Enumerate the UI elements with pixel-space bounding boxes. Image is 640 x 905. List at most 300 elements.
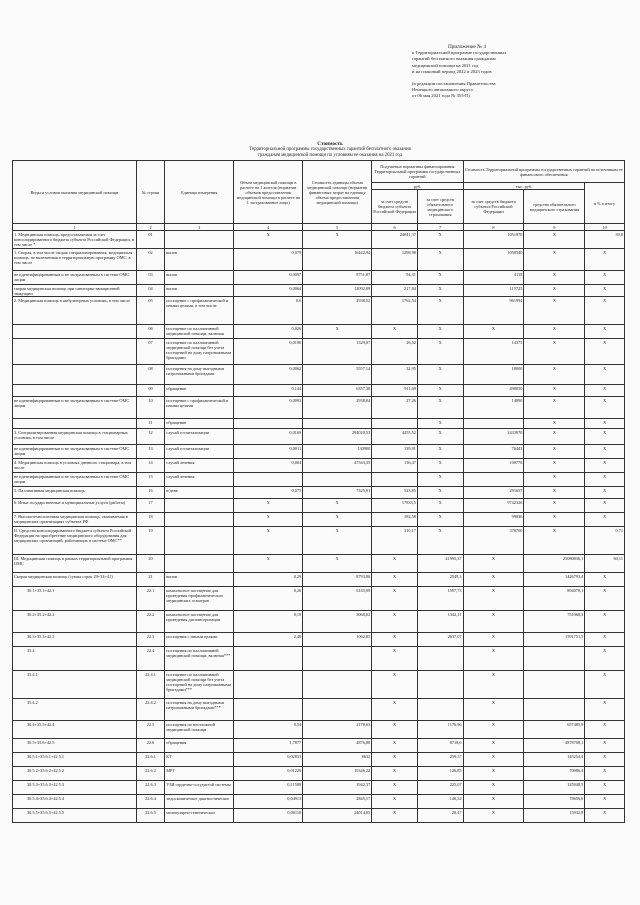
percent-cell: Х — [585, 721, 625, 739]
unit-cell: вызов — [165, 573, 234, 587]
oms-total-cell: 751068,3 — [524, 611, 585, 633]
volume-cell — [234, 647, 303, 671]
row-number: 22.5 — [136, 721, 164, 739]
oms-total-cell: Х — [524, 487, 585, 499]
budget-total-cell — [463, 473, 524, 487]
row-label: 2. Медицинская помощь в амбулаторных условиях, в том числе — [13, 297, 137, 325]
budget-per-capita-cell — [372, 473, 418, 487]
row-number: 20 — [136, 555, 164, 573]
row-label: III. Медицинская помощь в рамках территориальной программы ОМС — [13, 555, 137, 573]
cost-cell: 6145,09 — [303, 587, 372, 611]
oms-per-capita-cell: Х — [417, 325, 463, 339]
row-label: 7. Высокотехнологичная медицинская помощь, оказываемая в медицинских организациях субъекта РФ — [13, 513, 137, 527]
unit-cell — [165, 555, 234, 573]
table-row — [13, 499, 625, 513]
percent-cell: Х — [585, 249, 625, 271]
unit-cell: посещения по неотложной медицинской помощи — [165, 721, 234, 739]
unit-cell: посещение с профилактической и иными целями — [165, 397, 234, 419]
table-row — [13, 513, 625, 527]
oms-per-capita-cell: Х — [417, 285, 463, 297]
table-row — [13, 473, 625, 487]
unit-cell: комплексное посещение для проведения профилактических медицинских осмотров — [165, 587, 234, 611]
budget-total-cell: Х — [463, 767, 524, 781]
oms-total-cell: Х — [524, 473, 585, 487]
row-label: 30.5.1+35.6.1+42.5.1 — [13, 753, 137, 767]
budget-per-capita-cell: Х — [372, 555, 418, 573]
unit-cell: случай госпитализации — [165, 445, 234, 459]
budget-per-capita-cell: 94,31 — [372, 271, 418, 285]
cost-cell — [303, 473, 372, 487]
budget-total-cell: 76443 — [463, 445, 524, 459]
row-label: не идентифицированным и не застрахованным в системе ОМС лицам — [13, 397, 137, 419]
budget-per-capita-cell: 24041,37 — [372, 231, 418, 249]
oms-per-capita-cell — [417, 699, 463, 721]
row-label — [13, 325, 137, 339]
row-label — [13, 419, 137, 429]
row-label: 30.3+35.3+42.3 — [13, 633, 137, 647]
percent-cell: Х — [585, 795, 625, 809]
oms-total-cell: Х — [524, 285, 585, 297]
row-label: 35.4.2 — [13, 699, 137, 721]
volume-cell: 0,075 — [234, 487, 303, 499]
row-label: не идентифицированным и не застрахованным в системе ОМС лицам — [13, 473, 137, 487]
row-number: 16 — [136, 487, 164, 499]
percent-cell: Х — [585, 671, 625, 699]
budget-per-capita-cell: Х — [372, 633, 418, 647]
budget-per-capita-cell: 17833,5 — [372, 499, 418, 513]
percent-cell: Х — [585, 767, 625, 781]
table-row — [13, 285, 625, 297]
oms-per-capita-cell: 225,07 — [417, 781, 463, 795]
unit-cell — [165, 499, 234, 513]
budget-per-capita-cell: Х — [372, 739, 418, 753]
budget-total-cell: Х — [463, 781, 524, 795]
row-number: 22.2 — [136, 611, 164, 633]
row-number: 22.6.4 — [136, 795, 164, 809]
head-row-no: № строки — [136, 161, 164, 224]
oms-total-cell: 894078,1 — [524, 587, 585, 611]
unit-cell: КТ — [165, 753, 234, 767]
head-per-capita: Подушевые нормативы финансирования Территориальной программы государственных гарантий — [372, 161, 463, 183]
oms-per-capita-cell: 126,85 — [417, 767, 463, 781]
unit-cell: обращение — [165, 385, 234, 397]
unit-cell: МРТ — [165, 767, 234, 781]
volume-cell: 0,01226 — [234, 767, 303, 781]
percent-cell: Х — [585, 445, 625, 459]
volume-cell: 0,004 — [234, 459, 303, 473]
oms-per-capita-cell: Х — [417, 231, 463, 249]
budget-per-capita-cell: 136,47 — [372, 459, 418, 473]
table-row — [13, 445, 625, 459]
row-number: 06 — [136, 325, 164, 339]
volume-cell: 0,0169 — [234, 429, 303, 445]
header-line: и на плановый период 2022 и 2023 годов — [412, 68, 492, 74]
oms-per-capita-cell: Х — [417, 487, 463, 499]
oms-total-cell: 1426793,4 — [524, 573, 585, 587]
cost-cell: 6357,38 — [303, 385, 372, 397]
oms-per-capita-cell: Х — [417, 499, 463, 513]
header-line: Ненецкого автономного округа — [412, 87, 473, 93]
unit-cell: посещение по паллиативной медицинской помощи, включая — [165, 325, 234, 339]
cost-cell: 7325,01 — [303, 487, 372, 499]
head-budget-total: за счет средств бюджета субъекта Российской Федерации — [463, 190, 524, 224]
oms-total-cell: 70986,4 — [524, 767, 585, 781]
oms-per-capita-cell — [417, 671, 463, 699]
cost-cell: 5557,14 — [303, 365, 372, 385]
budget-per-capita-cell: 32,95 — [372, 365, 418, 385]
oms-total-cell: Х — [524, 445, 585, 459]
cost-cell: 9751,87 — [303, 271, 372, 285]
oms-per-capita-cell: Х — [417, 473, 463, 487]
unit-cell: к/день — [165, 487, 234, 499]
cost-cell: 10346,22 — [303, 767, 372, 781]
table-row — [13, 795, 625, 809]
col-number: 9 — [524, 224, 585, 231]
document-title — [120, 141, 540, 159]
col-number: 5 — [303, 224, 372, 231]
budget-per-capita-cell: Х — [372, 671, 418, 699]
percent-cell: Х — [585, 647, 625, 671]
volume-cell: Х — [234, 527, 303, 555]
budget-per-capita-cell: 1762,54 — [372, 297, 418, 325]
cost-cell: 2845,17 — [303, 795, 372, 809]
cost-cell: 47543,35 — [303, 459, 372, 473]
row-label: 6. Иные государственные и муниципальные услуги (работы) — [13, 499, 137, 513]
budget-total-cell: Х — [463, 555, 524, 573]
head-cost: Стоимость единицы объема медицинской помощи (норматив финансовых затрат на единицу объема предоставления медицинской помощи) — [303, 161, 372, 224]
oms-per-capita-cell: 1597,73 — [417, 587, 463, 611]
volume-cell: Х — [234, 231, 303, 249]
head-oms-total: средства обязательного медицинского страхования — [524, 190, 585, 224]
budget-per-capita-cell: Х — [372, 795, 418, 809]
budget-per-capita-cell: Х — [372, 781, 418, 795]
volume-cell: Х — [234, 513, 303, 527]
head-total-cost: Стоимость Территориальной программы государственных гарантий по источникам ее финансового обеспечения — [463, 161, 624, 183]
unit-cell: посещение по паллиативной медицинской помощи без учета посещений на дому патронажными бригадами*** — [165, 671, 234, 699]
table-row — [13, 249, 625, 271]
title-line: гражданам медицинской помощи по условиям ее оказания на 2021 год — [257, 153, 403, 158]
row-number: 18 — [136, 513, 164, 527]
volume-cell — [234, 473, 303, 487]
budget-total-cell: 2433970 — [463, 429, 524, 445]
budget-per-capita-cell: 27,26 — [372, 397, 418, 419]
oms-total-cell: 78656,6 — [524, 795, 585, 809]
volume-cell: 0,0097 — [234, 271, 303, 285]
budget-per-capita-cell: 182,58 — [372, 513, 418, 527]
row-label: не идентифицированным и не застрахованным в системе ОМС лицам — [13, 271, 137, 285]
budget-total-cell: Х — [463, 795, 524, 809]
row-number: 02 — [136, 249, 164, 271]
row-number: 21 — [136, 573, 164, 587]
budget-total-cell: 18000 — [463, 365, 524, 385]
row-number: 19 — [136, 527, 164, 555]
cost-cell: 1329,07 — [303, 339, 372, 365]
budget-per-capita-cell: Х — [372, 753, 418, 767]
table-row — [13, 487, 625, 499]
percent-cell: Х — [585, 429, 625, 445]
head-budget-per: за счет средств бюджета субъекта Российской Федерации — [372, 190, 418, 224]
oms-total-cell: Х — [524, 459, 585, 473]
row-label: Скорая медицинская помощь (сумма строк 29+34+41) — [13, 573, 137, 587]
row-label: 35.4 — [13, 647, 137, 671]
table-row — [13, 721, 625, 739]
oms-total-cell: Х — [524, 325, 585, 339]
row-label — [13, 339, 137, 365]
col-number: 6 — [372, 224, 418, 231]
table-row — [13, 555, 625, 573]
percent-cell: Х — [585, 633, 625, 647]
cost-cell — [303, 647, 372, 671]
cost-cell: Х — [303, 555, 372, 573]
budget-total-cell: 99036 — [463, 513, 524, 527]
volume-cell — [234, 699, 303, 721]
percent-cell: Х — [585, 739, 625, 753]
cost-cell: 4876,88 — [303, 739, 372, 753]
oms-per-capita-cell — [417, 647, 463, 671]
row-number: 10 — [136, 397, 164, 419]
percent-cell: Х — [585, 271, 625, 285]
percent-cell: Х — [585, 339, 625, 365]
cost-cell: Х — [303, 231, 372, 249]
row-number: 14 — [136, 459, 164, 473]
col-number: 1 — [13, 224, 137, 231]
header-line: к Территориальной программе государственных — [412, 50, 507, 56]
row-number: 22.6 — [136, 739, 164, 753]
cost-cell: 2938,04 — [303, 397, 372, 419]
budget-total-cell: 14890 — [463, 397, 524, 419]
row-label: 30.4+35.5+42.4 — [13, 721, 137, 739]
head-oms-per: за счет средств обязательного медицинского страхования — [417, 190, 463, 224]
budget-total-cell: Х — [463, 739, 524, 753]
volume-cell: 0,026 — [234, 325, 303, 339]
budget-total-cell: Х — [463, 573, 524, 587]
volume-cell: 0,29 — [234, 573, 303, 587]
oms-total-cell: Х — [524, 231, 585, 249]
row-number: 08 — [136, 365, 164, 385]
table-row — [13, 527, 625, 555]
budget-total-cell — [463, 419, 524, 429]
budget-per-capita-cell: 217,84 — [372, 285, 418, 297]
unit-cell: молекулярно-генетическое — [165, 809, 234, 823]
head-conditions: Виды и условия оказания медицинской помощи — [13, 161, 137, 224]
budget-per-capita-cell: Х — [372, 809, 418, 823]
row-number: 13 — [136, 445, 164, 459]
row-number: 22.6.3 — [136, 781, 164, 795]
volume-cell: 0,11588 — [234, 781, 303, 795]
oms-total-cell: Х — [524, 499, 585, 513]
volume-cell: 0,144 — [234, 385, 303, 397]
oms-total-cell: Х — [524, 339, 585, 365]
cost-cell: 8793,86 — [303, 573, 372, 587]
table-row — [13, 767, 625, 781]
unit-cell — [165, 527, 234, 555]
budget-total-cell: 14375 — [463, 339, 524, 365]
row-number: 15 — [136, 473, 164, 487]
table-row — [13, 647, 625, 671]
table-row — [13, 339, 625, 365]
col-number: 7 — [417, 224, 463, 231]
budget-total-cell: 961994 — [463, 297, 524, 325]
unit-cell: посещение с профилактической и иными целями, в том числе — [165, 297, 234, 325]
oms-per-capita-cell: 140,52 — [417, 795, 463, 809]
budget-per-capita-cell: Х — [372, 611, 418, 633]
title-line: Территориальной программы государственных гарантий бесплатного оказания — [249, 147, 411, 152]
col-number: 10 — [585, 224, 625, 231]
row-label — [13, 365, 137, 385]
budget-total-cell: Х — [463, 753, 524, 767]
head-rub: руб. — [372, 183, 463, 190]
unit-cell — [165, 513, 234, 527]
unit-cell: посещение по паллиативной медицинской помощи без учета посещений на дому патронажными бригадами — [165, 339, 234, 365]
col-number: 3 — [165, 224, 234, 231]
table-row — [13, 573, 625, 587]
table-row — [13, 809, 625, 823]
budget-total-cell: Х — [463, 671, 524, 699]
row-label: 1. Скорая, в том числе скорая специализированная, медицинская помощь, не включенная в территориальную программу ОМС, в том числе — [13, 249, 137, 271]
row-number: 22.6.1 — [136, 753, 164, 767]
row-number: 07 — [136, 339, 164, 365]
col-number: 2 — [136, 224, 164, 231]
budget-total-cell: Х — [463, 325, 524, 339]
percent-cell: 0,71 — [585, 527, 625, 555]
unit-cell — [165, 231, 234, 249]
row-number: 22.4 — [136, 647, 164, 671]
unit-cell: комплексное посещение для проведения диспансеризации — [165, 611, 234, 633]
row-label: 4. Медицинская помощь в условиях дневного стационара, в том числе — [13, 459, 137, 473]
table-row — [13, 385, 625, 397]
oms-per-capita-cell: 2549,3 — [417, 573, 463, 587]
head-thousand-rub: тыс. руб. — [463, 183, 585, 190]
row-number: 09 — [136, 385, 164, 397]
cost-cell: 1942,37 — [303, 781, 372, 795]
budget-per-capita-cell: Х — [372, 721, 418, 739]
percent-cell: 39,8 — [585, 231, 625, 249]
oms-total-cell: Х — [524, 385, 585, 397]
oms-per-capita-cell: Х — [417, 527, 463, 555]
table-row — [13, 397, 625, 419]
table-row — [13, 633, 625, 647]
volume-cell: 0,00118 — [234, 809, 303, 823]
oms-total-cell: Х — [524, 429, 585, 445]
percent-cell: Х — [585, 419, 625, 429]
unit-cell: посещения на дому выездными патронажными бригадами — [165, 365, 234, 385]
percent-cell: Х — [585, 781, 625, 795]
percent-cell: Х — [585, 325, 625, 339]
table-row — [13, 753, 625, 767]
oms-per-capita-cell: 2637,07 — [417, 633, 463, 647]
table-row — [13, 611, 625, 633]
budget-per-capita-cell: 310,17 — [372, 527, 418, 555]
budget-total-cell: Х — [463, 633, 524, 647]
oms-total-cell: Х — [524, 365, 585, 385]
cost-cell: Х — [303, 325, 372, 339]
oms-total-cell: 657485,9 — [524, 721, 585, 739]
header-line: медицинской помощи на 2021 год — [412, 62, 479, 68]
oms-total-cell: Х — [524, 249, 585, 271]
oms-total-cell: Х — [524, 397, 585, 419]
head-unit: Единица измерения — [165, 161, 234, 224]
row-number: 22.4.2 — [136, 699, 164, 721]
unit-cell: эндоскопическое диагностическое — [165, 795, 234, 809]
appendix-number: Приложение № 4 — [448, 44, 486, 50]
volume-cell — [234, 671, 303, 699]
table-row — [13, 671, 625, 699]
volume-cell: 0,54 — [234, 721, 303, 739]
oms-per-capita-cell: Х — [417, 297, 463, 325]
row-label: 30.2+35.2+42.2 — [13, 611, 137, 633]
budget-total-cell: Х — [463, 611, 524, 633]
percent-cell: Х — [585, 499, 625, 513]
budget-total-cell: 100776 — [463, 459, 524, 473]
row-number: 22.4.1 — [136, 671, 164, 699]
volume-cell: 0,02833 — [234, 753, 303, 767]
budget-total-cell: 1051870 — [463, 231, 524, 249]
oms-total-cell: Х — [524, 513, 585, 527]
unit-cell: посещения с иными целями — [165, 633, 234, 647]
budget-per-capita-cell: Х — [372, 699, 418, 721]
row-label: 3. Специализированная медицинская помощь в стационарных условиях, в том числе — [13, 429, 137, 445]
unit-cell: случай лечения — [165, 459, 234, 473]
percent-cell: Х — [585, 459, 625, 473]
oms-per-capita-cell: 28,47 — [417, 809, 463, 823]
oms-total-cell: 1591751,5 — [524, 633, 585, 647]
volume-cell: Х — [234, 555, 303, 573]
volume-cell: 0,0011 — [234, 445, 303, 459]
oms-total-cell — [524, 647, 585, 671]
row-label: не идентифицированным и не застрахованным в системе ОМС лицам — [13, 445, 137, 459]
oms-total-cell: Х — [524, 297, 585, 325]
table-row — [13, 429, 625, 445]
table-row — [13, 781, 625, 795]
table-row — [13, 699, 625, 721]
percent-cell: Х — [585, 753, 625, 767]
oms-per-capita-cell: Х — [417, 419, 463, 429]
cost-cell: 8632 — [303, 753, 372, 767]
volume-cell: 0,19 — [234, 611, 303, 633]
budget-per-capita-cell: Х — [372, 573, 418, 587]
budget-total-cell: 9742326 — [463, 499, 524, 513]
volume-cell — [234, 419, 303, 429]
row-label: 30.5.4+35.6.4+42.5.4 — [13, 795, 137, 809]
cost-cell: 294020,53 — [303, 429, 372, 445]
budget-per-capita-cell: Х — [372, 767, 418, 781]
budget-total-cell: 115725 — [463, 285, 524, 297]
budget-per-capita-cell: 911,69 — [372, 385, 418, 397]
budget-total-cell: 291657 — [463, 487, 524, 499]
row-number: 17 — [136, 499, 164, 513]
oms-per-capita-cell: 41995,37 — [417, 555, 463, 573]
unit-cell: вызов — [165, 285, 234, 297]
head-volume: Объем медицинской помощи в расчете на 1 жителя (норматив объемов предоставления медицинской помощи в расчете на 1 застрахованное лицо) — [234, 161, 303, 224]
volume-cell: 0,0093 — [234, 397, 303, 419]
title-main: Стоимость — [317, 141, 343, 147]
unit-cell: случай госпитализации — [165, 429, 234, 445]
table-row — [13, 231, 625, 249]
unit-cell: вызов — [165, 271, 234, 285]
budget-per-capita-cell: Х — [372, 647, 418, 671]
oms-per-capita-cell: Х — [417, 445, 463, 459]
header-line: гарантий бесплатного оказания гражданам — [412, 56, 496, 62]
oms-per-capita-cell: Х — [417, 339, 463, 365]
cost-cell: 2178,63 — [303, 721, 372, 739]
cost-cell: 12092,09 — [303, 285, 372, 297]
row-number: 22.1 — [136, 587, 164, 611]
percent-cell: Х — [585, 385, 625, 397]
col-number: 4 — [234, 224, 303, 231]
row-number: 11 — [136, 419, 164, 429]
cost-cell: Х — [303, 527, 372, 555]
row-number: 22.6.5 — [136, 809, 164, 823]
